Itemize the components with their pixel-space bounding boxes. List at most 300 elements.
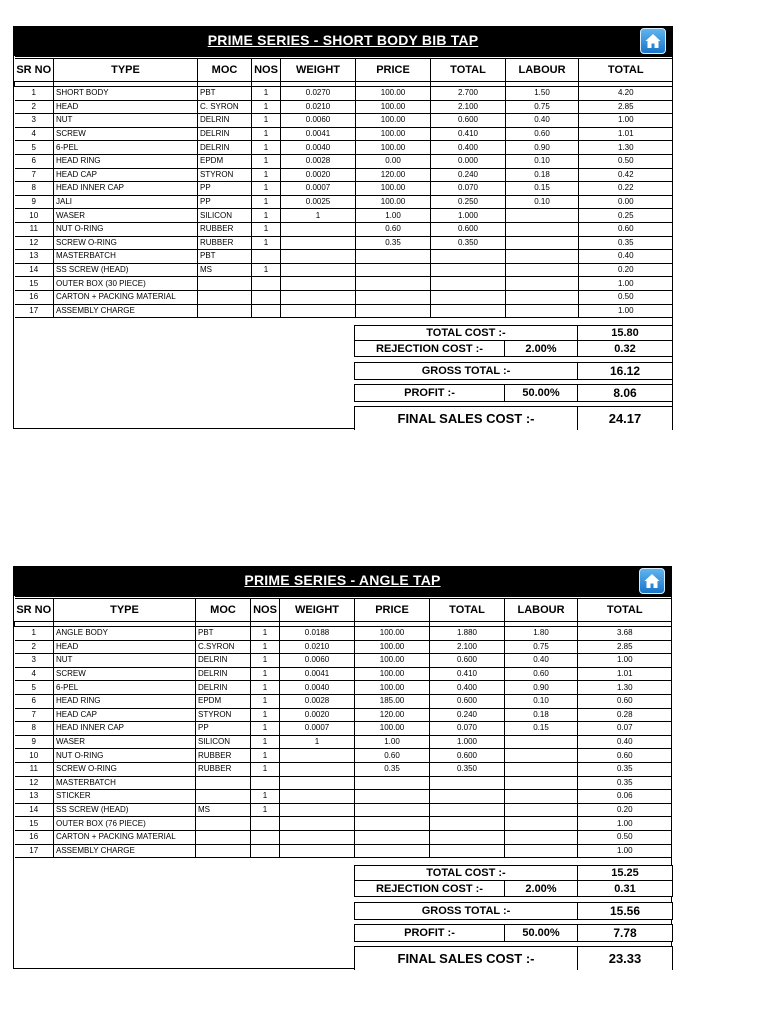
cell-sr-no[interactable]: 13 — [15, 790, 54, 804]
cell-weight[interactable] — [281, 222, 356, 236]
cell-price[interactable]: 1.00 — [355, 735, 430, 749]
cell-price[interactable]: 100.00 — [356, 87, 431, 101]
cell-grand-total[interactable]: 0.50 — [579, 290, 673, 304]
cell-grand-total[interactable]: 0.50 — [578, 830, 672, 844]
cell-type[interactable]: SCREW O-RING — [54, 762, 196, 776]
cell-nos[interactable]: 1 — [252, 209, 281, 223]
cell-type[interactable]: NUT O-RING — [54, 749, 196, 763]
cell-price[interactable]: 100.00 — [356, 182, 431, 196]
cell-weight[interactable]: 1 — [280, 735, 355, 749]
cell-total[interactable]: 0.410 — [431, 127, 506, 141]
cell-type[interactable]: SHORT BODY — [54, 87, 198, 101]
cell-moc[interactable] — [196, 790, 251, 804]
cell-labour[interactable]: 0.10 — [505, 694, 578, 708]
cell-sr-no[interactable]: 3 — [15, 654, 54, 668]
cell-total[interactable]: 0.240 — [430, 708, 505, 722]
cell-nos[interactable]: 1 — [251, 735, 280, 749]
cell-labour[interactable] — [506, 290, 579, 304]
cell-labour[interactable]: 0.90 — [506, 141, 579, 155]
cell-sr-no[interactable]: 6 — [15, 694, 54, 708]
cell-sr-no[interactable]: 14 — [15, 263, 54, 277]
cell-labour[interactable]: 1.50 — [506, 87, 579, 101]
cell-moc[interactable] — [198, 277, 252, 291]
cell-moc[interactable]: PP — [196, 722, 251, 736]
cell-sr-no[interactable]: 14 — [15, 803, 54, 817]
cell-sr-no[interactable]: 3 — [15, 114, 54, 128]
cell-sr-no[interactable]: 2 — [15, 640, 54, 654]
cell-labour[interactable] — [506, 209, 579, 223]
cell-price[interactable]: 0.35 — [355, 762, 430, 776]
cell-total[interactable]: 0.400 — [431, 141, 506, 155]
cell-nos[interactable]: 1 — [252, 222, 281, 236]
cell-total[interactable]: 0.350 — [431, 236, 506, 250]
cell-nos[interactable]: 1 — [251, 790, 280, 804]
cell-total[interactable]: 0.000 — [431, 154, 506, 168]
cell-nos[interactable]: 1 — [251, 627, 280, 641]
cell-total[interactable]: 1.880 — [430, 627, 505, 641]
cell-grand-total[interactable]: 1.00 — [578, 654, 672, 668]
cell-weight[interactable] — [280, 817, 355, 831]
cell-nos[interactable]: 1 — [252, 114, 281, 128]
cell-price[interactable]: 100.00 — [356, 127, 431, 141]
cell-grand-total[interactable]: 0.20 — [578, 803, 672, 817]
cell-moc[interactable] — [196, 844, 251, 858]
cell-weight[interactable]: 0.0028 — [281, 154, 356, 168]
cell-labour[interactable] — [506, 304, 579, 318]
cell-moc[interactable]: MS — [196, 803, 251, 817]
cell-type[interactable]: SS SCREW (HEAD) — [54, 803, 196, 817]
cell-type[interactable]: 6-PEL — [54, 681, 196, 695]
cell-weight[interactable] — [280, 790, 355, 804]
cell-total[interactable] — [431, 290, 506, 304]
cell-total[interactable] — [430, 844, 505, 858]
cell-sr-no[interactable]: 8 — [15, 182, 54, 196]
cell-grand-total[interactable]: 0.35 — [578, 776, 672, 790]
cell-price[interactable] — [356, 277, 431, 291]
cell-moc[interactable]: SILICON — [196, 735, 251, 749]
cell-total[interactable]: 2.100 — [430, 640, 505, 654]
cell-type[interactable]: NUT O-RING — [54, 222, 198, 236]
cell-type[interactable]: SS SCREW (HEAD) — [54, 263, 198, 277]
cell-total[interactable]: 0.350 — [430, 762, 505, 776]
cell-nos[interactable]: 1 — [252, 236, 281, 250]
cell-weight[interactable] — [280, 762, 355, 776]
cell-total[interactable]: 0.600 — [430, 694, 505, 708]
cell-labour[interactable]: 0.15 — [506, 182, 579, 196]
cell-total[interactable] — [431, 277, 506, 291]
cell-grand-total[interactable]: 1.30 — [578, 681, 672, 695]
cell-grand-total[interactable]: 1.00 — [578, 844, 672, 858]
cell-total[interactable] — [430, 830, 505, 844]
cell-moc[interactable] — [196, 830, 251, 844]
cell-total[interactable]: 0.240 — [431, 168, 506, 182]
cell-type[interactable]: OUTER BOX (30 PIECE) — [54, 277, 198, 291]
cell-nos[interactable] — [252, 290, 281, 304]
cell-weight[interactable]: 0.0007 — [281, 182, 356, 196]
cell-type[interactable]: MASTERBATCH — [54, 776, 196, 790]
cell-grand-total[interactable]: 0.60 — [578, 694, 672, 708]
cell-grand-total[interactable]: 0.20 — [579, 263, 673, 277]
cell-price[interactable]: 120.00 — [355, 708, 430, 722]
cell-nos[interactable] — [252, 304, 281, 318]
cell-total[interactable]: 0.250 — [431, 195, 506, 209]
cell-total[interactable] — [431, 263, 506, 277]
cell-labour[interactable] — [506, 236, 579, 250]
cell-nos[interactable] — [251, 844, 280, 858]
cell-moc[interactable]: PBT — [198, 87, 252, 101]
cell-total[interactable]: 2.100 — [431, 100, 506, 114]
cell-sr-no[interactable]: 10 — [15, 749, 54, 763]
cell-weight[interactable] — [281, 263, 356, 277]
cell-weight[interactable]: 0.0060 — [281, 114, 356, 128]
cell-price[interactable]: 100.00 — [356, 195, 431, 209]
cell-price[interactable]: 1.00 — [356, 209, 431, 223]
cell-sr-no[interactable]: 4 — [15, 127, 54, 141]
cell-weight[interactable]: 0.0210 — [280, 640, 355, 654]
cell-weight[interactable]: 0.0188 — [280, 627, 355, 641]
cell-weight[interactable]: 0.0270 — [281, 87, 356, 101]
cell-moc[interactable]: DELRIN — [196, 667, 251, 681]
cell-grand-total[interactable]: 1.01 — [579, 127, 673, 141]
cell-labour[interactable] — [505, 830, 578, 844]
cell-total[interactable] — [430, 776, 505, 790]
cell-grand-total[interactable]: 0.40 — [578, 735, 672, 749]
cell-type[interactable]: JALI — [54, 195, 198, 209]
cell-grand-total[interactable]: 0.00 — [579, 195, 673, 209]
cell-price[interactable]: 100.00 — [356, 141, 431, 155]
cell-total[interactable]: 1.000 — [430, 735, 505, 749]
cell-type[interactable]: SCREW — [54, 667, 196, 681]
cell-grand-total[interactable]: 0.22 — [579, 182, 673, 196]
cell-price[interactable] — [355, 790, 430, 804]
cell-price[interactable] — [355, 844, 430, 858]
cell-total[interactable]: 0.070 — [430, 722, 505, 736]
cell-grand-total[interactable]: 4.20 — [579, 87, 673, 101]
cell-labour[interactable] — [506, 263, 579, 277]
cell-total[interactable]: 0.600 — [430, 654, 505, 668]
cell-weight[interactable]: 0.0020 — [281, 168, 356, 182]
cell-sr-no[interactable]: 13 — [15, 250, 54, 264]
cell-weight[interactable]: 1 — [281, 209, 356, 223]
cell-grand-total[interactable]: 0.35 — [579, 236, 673, 250]
cell-total[interactable]: 0.400 — [430, 681, 505, 695]
cell-price[interactable] — [356, 304, 431, 318]
cell-weight[interactable]: 0.0028 — [280, 694, 355, 708]
cell-moc[interactable] — [198, 304, 252, 318]
cell-moc[interactable]: DELRIN — [198, 141, 252, 155]
cell-sr-no[interactable]: 2 — [15, 100, 54, 114]
cell-total[interactable]: 1.000 — [431, 209, 506, 223]
cell-price[interactable] — [355, 830, 430, 844]
cell-labour[interactable] — [505, 735, 578, 749]
cell-type[interactable]: STICKER — [54, 790, 196, 804]
cell-grand-total[interactable]: 0.50 — [579, 154, 673, 168]
cell-nos[interactable]: 1 — [252, 127, 281, 141]
cell-price[interactable]: 120.00 — [356, 168, 431, 182]
cell-weight[interactable]: 0.0040 — [281, 141, 356, 155]
cell-sr-no[interactable]: 16 — [15, 290, 54, 304]
cell-nos[interactable]: 1 — [252, 141, 281, 155]
cell-sr-no[interactable]: 17 — [15, 304, 54, 318]
cell-labour[interactable]: 0.10 — [506, 154, 579, 168]
cell-nos[interactable]: 1 — [252, 195, 281, 209]
cell-labour[interactable] — [505, 817, 578, 831]
cell-total[interactable] — [430, 817, 505, 831]
cell-moc[interactable]: C. SYRON — [198, 100, 252, 114]
cell-type[interactable]: CARTON + PACKING MATERIAL — [54, 830, 196, 844]
cell-moc[interactable]: MS — [198, 263, 252, 277]
cell-labour[interactable] — [505, 776, 578, 790]
cell-price[interactable] — [356, 263, 431, 277]
cell-total[interactable]: 2.700 — [431, 87, 506, 101]
cell-labour[interactable]: 0.10 — [506, 195, 579, 209]
cell-price[interactable]: 100.00 — [356, 114, 431, 128]
cell-type[interactable]: MASTERBATCH — [54, 250, 198, 264]
cell-nos[interactable]: 1 — [252, 182, 281, 196]
cell-moc[interactable]: RUBBER — [196, 762, 251, 776]
cell-type[interactable]: 6-PEL — [54, 141, 198, 155]
cell-weight[interactable]: 0.0020 — [280, 708, 355, 722]
cell-type[interactable]: WASER — [54, 209, 198, 223]
cell-weight[interactable]: 0.0007 — [280, 722, 355, 736]
cell-moc[interactable] — [196, 776, 251, 790]
cell-weight[interactable]: 0.0060 — [280, 654, 355, 668]
cell-type[interactable]: NUT — [54, 654, 196, 668]
cell-grand-total[interactable]: 2.85 — [579, 100, 673, 114]
cell-moc[interactable]: DELRIN — [198, 114, 252, 128]
cell-grand-total[interactable]: 2.85 — [578, 640, 672, 654]
cell-total[interactable]: 0.070 — [431, 182, 506, 196]
cell-moc[interactable]: EPDM — [198, 154, 252, 168]
cell-price[interactable]: 0.35 — [356, 236, 431, 250]
cell-grand-total[interactable]: 1.30 — [579, 141, 673, 155]
cell-labour[interactable]: 0.75 — [506, 100, 579, 114]
cell-moc[interactable] — [196, 817, 251, 831]
cell-moc[interactable]: SILICON — [198, 209, 252, 223]
cell-type[interactable]: HEAD CAP — [54, 168, 198, 182]
cell-labour[interactable]: 0.18 — [505, 708, 578, 722]
cell-sr-no[interactable]: 1 — [15, 87, 54, 101]
cell-price[interactable]: 100.00 — [355, 667, 430, 681]
cell-nos[interactable]: 1 — [251, 749, 280, 763]
cell-nos[interactable]: 1 — [252, 263, 281, 277]
cell-labour[interactable] — [506, 222, 579, 236]
cell-moc[interactable]: RUBBER — [196, 749, 251, 763]
cell-moc[interactable]: EPDM — [196, 694, 251, 708]
cell-sr-no[interactable]: 17 — [15, 844, 54, 858]
cell-weight[interactable]: 0.0025 — [281, 195, 356, 209]
cell-sr-no[interactable]: 9 — [15, 735, 54, 749]
cell-nos[interactable]: 1 — [251, 694, 280, 708]
cell-grand-total[interactable]: 0.35 — [578, 762, 672, 776]
cell-labour[interactable]: 1.80 — [505, 627, 578, 641]
cell-price[interactable]: 0.60 — [355, 749, 430, 763]
cell-sr-no[interactable]: 16 — [15, 830, 54, 844]
cell-moc[interactable]: DELRIN — [196, 681, 251, 695]
cell-price[interactable]: 100.00 — [355, 681, 430, 695]
cell-total[interactable] — [430, 803, 505, 817]
cell-moc[interactable]: PP — [198, 195, 252, 209]
cell-sr-no[interactable]: 6 — [15, 154, 54, 168]
cell-total[interactable]: 0.410 — [430, 667, 505, 681]
cell-labour[interactable]: 0.40 — [505, 654, 578, 668]
home-button[interactable] — [639, 568, 665, 594]
cell-moc[interactable]: PP — [198, 182, 252, 196]
cell-moc[interactable]: DELRIN — [196, 654, 251, 668]
cell-price[interactable]: 0.00 — [356, 154, 431, 168]
cell-moc[interactable]: RUBBER — [198, 222, 252, 236]
cell-type[interactable]: HEAD INNER CAP — [54, 182, 198, 196]
cell-grand-total[interactable]: 0.60 — [578, 749, 672, 763]
cell-sr-no[interactable]: 7 — [15, 168, 54, 182]
cell-sr-no[interactable]: 4 — [15, 667, 54, 681]
cell-nos[interactable]: 1 — [252, 100, 281, 114]
cell-sr-no[interactable]: 7 — [15, 708, 54, 722]
cell-grand-total[interactable]: 0.06 — [578, 790, 672, 804]
cell-labour[interactable] — [505, 762, 578, 776]
home-button[interactable] — [640, 28, 666, 54]
cell-moc[interactable]: DELRIN — [198, 127, 252, 141]
cell-grand-total[interactable]: 1.00 — [578, 817, 672, 831]
cell-labour[interactable]: 0.60 — [506, 127, 579, 141]
cell-type[interactable]: NUT — [54, 114, 198, 128]
cell-type[interactable]: HEAD RING — [54, 694, 196, 708]
cell-sr-no[interactable]: 12 — [15, 776, 54, 790]
cell-type[interactable]: WASER — [54, 735, 196, 749]
cell-weight[interactable] — [280, 844, 355, 858]
cell-nos[interactable]: 1 — [251, 722, 280, 736]
cell-nos[interactable]: 1 — [251, 654, 280, 668]
cell-grand-total[interactable]: 1.00 — [579, 277, 673, 291]
cell-grand-total[interactable]: 0.60 — [579, 222, 673, 236]
cell-total[interactable]: 0.600 — [430, 749, 505, 763]
cell-price[interactable] — [355, 776, 430, 790]
cell-type[interactable]: HEAD INNER CAP — [54, 722, 196, 736]
cell-nos[interactable] — [251, 817, 280, 831]
cell-sr-no[interactable]: 11 — [15, 222, 54, 236]
cell-grand-total[interactable]: 0.42 — [579, 168, 673, 182]
cell-sr-no[interactable]: 5 — [15, 141, 54, 155]
cell-weight[interactable]: 0.0040 — [280, 681, 355, 695]
cell-grand-total[interactable]: 1.00 — [579, 114, 673, 128]
cell-weight[interactable] — [280, 803, 355, 817]
cell-price[interactable] — [355, 817, 430, 831]
cell-type[interactable]: SCREW O-RING — [54, 236, 198, 250]
cell-sr-no[interactable]: 12 — [15, 236, 54, 250]
cell-weight[interactable] — [280, 776, 355, 790]
cell-nos[interactable]: 1 — [251, 803, 280, 817]
cell-type[interactable]: ASSEMBLY CHARGE — [54, 844, 196, 858]
cell-type[interactable]: HEAD — [54, 100, 198, 114]
cell-nos[interactable]: 1 — [252, 154, 281, 168]
cell-weight[interactable] — [281, 250, 356, 264]
cell-labour[interactable] — [505, 749, 578, 763]
cell-price[interactable]: 0.60 — [356, 222, 431, 236]
cell-grand-total[interactable]: 0.28 — [578, 708, 672, 722]
cell-weight[interactable] — [280, 749, 355, 763]
cell-labour[interactable]: 0.40 — [506, 114, 579, 128]
cell-nos[interactable]: 1 — [252, 87, 281, 101]
cell-moc[interactable]: C.SYRON — [196, 640, 251, 654]
cell-price[interactable]: 100.00 — [355, 722, 430, 736]
cell-labour[interactable] — [505, 844, 578, 858]
cell-labour[interactable] — [506, 250, 579, 264]
cell-type[interactable]: SCREW — [54, 127, 198, 141]
cell-sr-no[interactable]: 15 — [15, 277, 54, 291]
cell-moc[interactable]: PBT — [196, 627, 251, 641]
cell-grand-total[interactable]: 3.68 — [578, 627, 672, 641]
cell-sr-no[interactable]: 15 — [15, 817, 54, 831]
cell-sr-no[interactable]: 9 — [15, 195, 54, 209]
cell-nos[interactable]: 1 — [251, 681, 280, 695]
cell-nos[interactable]: 1 — [252, 168, 281, 182]
cell-grand-total[interactable]: 0.07 — [578, 722, 672, 736]
cell-price[interactable]: 185.00 — [355, 694, 430, 708]
cell-sr-no[interactable]: 1 — [15, 627, 54, 641]
cell-weight[interactable]: 0.0210 — [281, 100, 356, 114]
cell-nos[interactable] — [252, 250, 281, 264]
cell-weight[interactable] — [280, 830, 355, 844]
cell-grand-total[interactable]: 0.25 — [579, 209, 673, 223]
cell-price[interactable]: 100.00 — [355, 654, 430, 668]
cell-type[interactable]: OUTER BOX (76 PIECE) — [54, 817, 196, 831]
cell-type[interactable]: HEAD — [54, 640, 196, 654]
cell-nos[interactable] — [252, 277, 281, 291]
cell-labour[interactable] — [506, 277, 579, 291]
cell-labour[interactable]: 0.18 — [506, 168, 579, 182]
cell-price[interactable] — [355, 803, 430, 817]
cell-sr-no[interactable]: 11 — [15, 762, 54, 776]
cell-sr-no[interactable]: 5 — [15, 681, 54, 695]
cell-labour[interactable]: 0.15 — [505, 722, 578, 736]
cell-moc[interactable]: STYRON — [196, 708, 251, 722]
cell-grand-total[interactable]: 1.01 — [578, 667, 672, 681]
cell-nos[interactable]: 1 — [251, 667, 280, 681]
cell-labour[interactable]: 0.60 — [505, 667, 578, 681]
cell-nos[interactable] — [251, 830, 280, 844]
cell-grand-total[interactable]: 1.00 — [579, 304, 673, 318]
cell-type[interactable]: CARTON + PACKING MATERIAL — [54, 290, 198, 304]
cell-total[interactable]: 0.600 — [431, 222, 506, 236]
cell-moc[interactable]: RUBBER — [198, 236, 252, 250]
cell-moc[interactable] — [198, 290, 252, 304]
cell-total[interactable] — [431, 304, 506, 318]
cell-moc[interactable]: STYRON — [198, 168, 252, 182]
cell-grand-total[interactable]: 0.40 — [579, 250, 673, 264]
cell-weight[interactable] — [281, 304, 356, 318]
cell-weight[interactable]: 0.0041 — [280, 667, 355, 681]
cell-price[interactable] — [356, 290, 431, 304]
cell-weight[interactable] — [281, 290, 356, 304]
cell-labour[interactable]: 0.90 — [505, 681, 578, 695]
cell-weight[interactable] — [281, 236, 356, 250]
cell-total[interactable]: 0.600 — [431, 114, 506, 128]
cell-labour[interactable] — [505, 790, 578, 804]
cell-type[interactable]: ASSEMBLY CHARGE — [54, 304, 198, 318]
cell-nos[interactable]: 1 — [251, 708, 280, 722]
cell-type[interactable]: ANGLE BODY — [54, 627, 196, 641]
cell-price[interactable]: 100.00 — [356, 100, 431, 114]
cell-labour[interactable]: 0.75 — [505, 640, 578, 654]
cell-weight[interactable] — [281, 277, 356, 291]
cell-nos[interactable]: 1 — [251, 762, 280, 776]
cell-weight[interactable]: 0.0041 — [281, 127, 356, 141]
cell-total[interactable] — [431, 250, 506, 264]
cell-price[interactable]: 100.00 — [355, 640, 430, 654]
cell-price[interactable] — [356, 250, 431, 264]
cell-nos[interactable] — [251, 776, 280, 790]
cell-type[interactable]: HEAD RING — [54, 154, 198, 168]
